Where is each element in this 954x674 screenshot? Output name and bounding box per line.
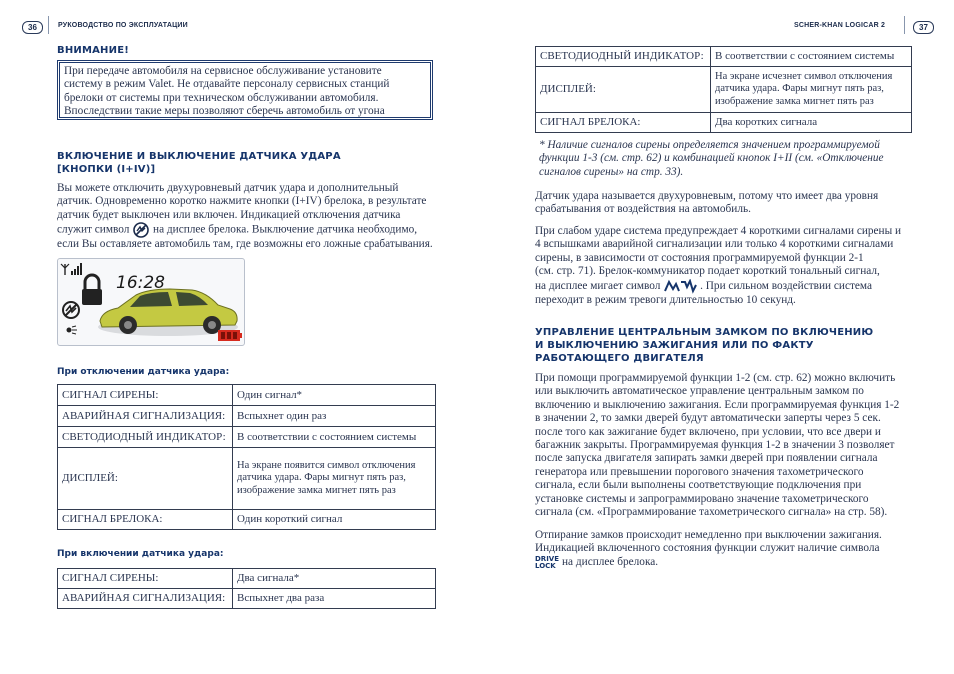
display-graphic [58, 259, 244, 345]
paragraph-shock-response: При слабом ударе система предупреждает 4 короткими сигналами сирены и 4 вспышками аварийной сигнализации или только 4 короткими сигналами сирены, в зависимости от состояния программируемой функции 2-1 (см. стр. 71). Брелок-коммуникатор подает короткий тональный сигнал, на дисплее мигает символ . При сильном воздействии система переходит в режим тревоги длительностью 10 секунд. [535, 225, 902, 306]
running-head-left: РУКОВОДСТВО ПО ЭКСПЛУАТАЦИИ [58, 22, 188, 29]
section-title-shock-sensor: ВКЛЮЧЕНИЕ И ВЫКЛЮЧЕНИЕ ДАТЧИКА УДАРА [КНОПКИ (I+IV)] [57, 151, 341, 175]
battery-icon [218, 330, 242, 341]
warning-text: При передаче автомобиля на сервисное обслуживание установите систему в режим Valet. Не отдавайте персоналу сервисных станций брелоки от системы при техническом обслуживании автомобиля. Впоследствии такие меры позволяют сберечь автомобиль от угона [59, 62, 431, 118]
off-table-title: При отключении датчика удара: [57, 367, 230, 377]
header-separator [48, 16, 49, 34]
display-time: 16:28 [116, 273, 165, 293]
footnote: * Наличие сигналов сирены определяется значением программируемой функции 1-3 (см. стр. 62) и комбинацией кнопок I+II (см. «Отключение сигналов сирены» на стр. 33). [539, 139, 884, 178]
table-row: СИГНАЛ БРЕЛОКА: Два коротких сигнала [536, 113, 912, 133]
paragraph-unlock: Отпирание замков происходит немедленно при выключении зажигания. Индикацией включенного состояния функции служит наличие символа DRIVE LOCK на дисплее брелока. [535, 529, 882, 570]
antenna-signal-icon [61, 263, 82, 275]
on-table-title: При включении датчика удара: [57, 549, 224, 559]
table-row: СВЕТОДИОДНЫЙ ИНДИКАТОР: В соответствии с состоянием системы [58, 427, 436, 448]
fob-display-illustration [57, 258, 245, 346]
table-row: СИГНАЛ БРЕЛОКА: Один короткий сигнал [58, 510, 436, 530]
warning-box [57, 60, 433, 120]
shock-off-table [57, 384, 436, 530]
intro-paragraph: Вы можете отключить двухуровневый датчик удара и дополнительный датчик. Одновременно коротко нажмите кнопки (I+IV) брелока, в результате датчик будет выключен или включен. Индикацией отключения датчика служит символ на дисплее брелока. Выключение датчика необходимо, если Вы оставляете автомобиль там, где возможны его ложные срабатывания. [57, 182, 433, 251]
paragraph-two-level: Датчик удара называется двухуровневым, потому что имеет два уровня срабатывания от воздействия на автомобиль. [535, 190, 879, 216]
running-head-right: SCHER-KHAN LOGICAR 2 [794, 22, 886, 29]
shock-off-icon [63, 302, 79, 318]
car-image [98, 289, 238, 336]
shock-off-icon [132, 222, 150, 238]
lock-icon [82, 275, 102, 305]
right-page [477, 0, 954, 674]
paragraph-central-lock: При помощи программируемой функции 1-2 (см. стр. 62) можно включить или выключить автоматическое управление центральным замком по включению и выключению зажигания. Если программируемая функция 1-2 в значении 2, то замки дверей будут автоматически заперты через 5 сек. после того как зажигание будет включено, при условии, что все двери и багажник закрыты. Программируемая функция 1-2 в значении 3 позволяет после запуска двигателя запирать замки дверей при появлении сигнала генератора или превышении порогового значения тахометрического сигнала, если были выполнены соответствующие подключения при установке системы и запрограммировано значение тахометрического сигнала (см. «Программирование тахометрического сигнала» на стр. 58). [535, 372, 900, 519]
table-row: АВАРИЙНАЯ СИГНАЛИЗАЦИЯ: Вспыхнет один раз [58, 406, 436, 427]
header-separator [904, 16, 905, 34]
table-row: СИГНАЛ СИРЕНЫ: Один сигнал* [58, 385, 436, 406]
page-number-left: 36 [22, 21, 43, 34]
table-row: ДИСПЛЕЙ: На экране исчезнет символ отключения датчика удара. Фары мигнут пять раз, изображение замка мигнет пять раз [536, 67, 912, 113]
table-row: СВЕТОДИОДНЫЙ ИНДИКАТОР: В соответствии с состоянием системы [536, 47, 912, 67]
table-row: СИГНАЛ СИРЕНЫ: Два сигнала* [58, 569, 436, 589]
shock-alert-icon [663, 279, 697, 294]
page-number-right: 37 [913, 21, 934, 34]
section-title-central-lock: УПРАВЛЕНИЕ ЦЕНТРАЛЬНЫМ ЗАМКОМ ПО ВКЛЮЧЕНИЮ И ВЫКЛЮЧЕНИЮ ЗАЖИГАНИЯ ИЛИ ПО ФАКТУ РАБОТАЮЩЕГО ДВИГАТЕЛЯ [535, 327, 874, 364]
table-row: ДИСПЛЕЙ: На экране появится символ отключения датчика удара. Фары мигнут пять раз, изображение замка мигнет пять раз [58, 448, 436, 510]
shock-on-table-continued [535, 46, 912, 133]
table-row: АВАРИЙНАЯ СИГНАЛИЗАЦИЯ: Вспыхнет два раза [58, 589, 436, 609]
shock-on-table [57, 568, 436, 609]
beep-icon [67, 326, 78, 334]
drive-lock-icon: DRIVE LOCK [535, 554, 560, 570]
warning-title: ВНИМАНИЕ! [57, 45, 129, 56]
